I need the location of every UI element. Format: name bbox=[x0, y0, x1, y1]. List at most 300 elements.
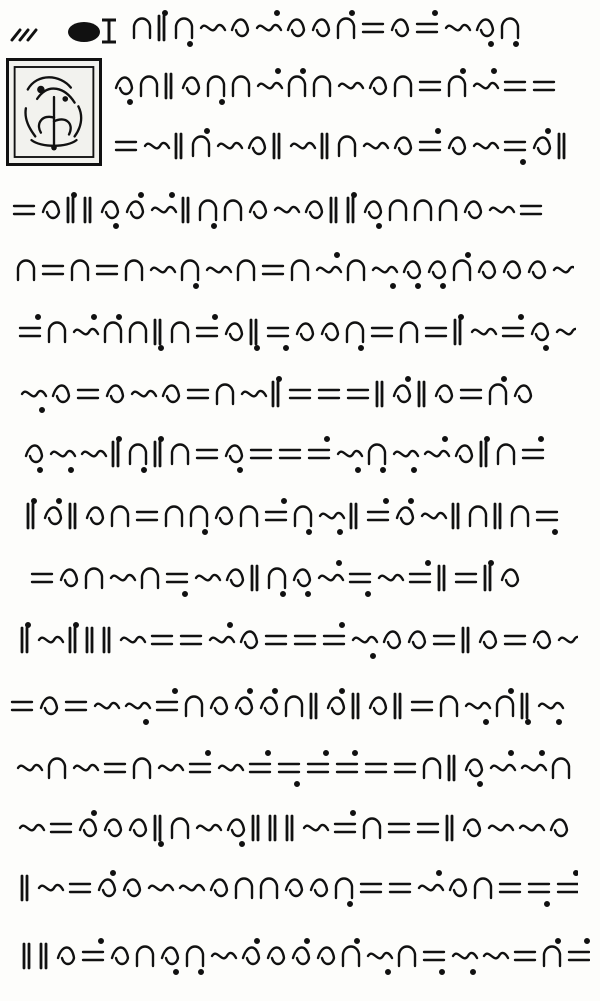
diacritic-dot bbox=[276, 69, 280, 73]
script-line-strokes bbox=[20, 936, 590, 976]
glyph bbox=[238, 261, 254, 281]
glyph bbox=[24, 944, 29, 968]
diacritic-dot bbox=[205, 129, 209, 133]
diacritic-dot bbox=[306, 592, 310, 596]
diacritic-dot bbox=[546, 129, 550, 133]
glyph bbox=[335, 824, 355, 832]
glyph bbox=[424, 759, 440, 779]
glyph bbox=[226, 324, 242, 341]
glyph bbox=[186, 697, 202, 717]
diacritic-dot bbox=[275, 11, 279, 15]
glyph bbox=[390, 884, 410, 892]
glyph bbox=[275, 207, 299, 212]
glyph bbox=[497, 697, 513, 717]
glyph bbox=[70, 884, 90, 892]
glyph bbox=[258, 83, 282, 88]
glyph bbox=[534, 82, 554, 90]
glyph bbox=[167, 574, 187, 582]
glyph bbox=[242, 391, 266, 396]
glyph bbox=[475, 879, 491, 899]
glyph bbox=[304, 825, 328, 830]
diacritic-dot bbox=[350, 11, 354, 15]
glyph bbox=[529, 262, 545, 279]
glyph bbox=[266, 512, 286, 520]
glyph bbox=[454, 261, 470, 281]
script-line-strokes bbox=[18, 620, 578, 660]
glyph bbox=[181, 636, 201, 644]
diacritic-dot bbox=[443, 437, 447, 441]
glyph bbox=[455, 320, 460, 344]
diacritic-dot bbox=[355, 939, 359, 943]
diacritic-dot bbox=[544, 346, 548, 350]
glyph bbox=[337, 764, 357, 772]
diacritic-dot bbox=[40, 408, 44, 412]
glyph bbox=[145, 143, 169, 148]
glyph bbox=[211, 698, 227, 715]
glyph bbox=[361, 884, 381, 892]
glyph bbox=[474, 143, 498, 148]
glyph bbox=[112, 507, 128, 527]
glyph bbox=[152, 207, 176, 212]
glyph bbox=[155, 816, 160, 840]
diacritic-dot bbox=[351, 811, 355, 815]
glyph bbox=[495, 504, 500, 528]
diacritic-dot bbox=[307, 530, 311, 534]
glyph bbox=[163, 386, 179, 403]
glyph bbox=[82, 451, 106, 456]
glyph bbox=[253, 816, 258, 840]
glyph bbox=[49, 323, 65, 343]
glyph bbox=[20, 328, 40, 336]
glyph bbox=[28, 504, 33, 528]
glyph bbox=[22, 391, 46, 396]
glyph bbox=[87, 628, 92, 652]
diacritic-dot bbox=[203, 530, 207, 534]
glyph bbox=[274, 134, 279, 158]
diacritic-dot bbox=[173, 689, 177, 693]
glyph bbox=[113, 442, 118, 466]
diacritic-dot bbox=[545, 902, 549, 906]
glyph bbox=[489, 825, 513, 830]
glyph bbox=[377, 382, 382, 406]
glyph bbox=[397, 508, 413, 525]
glyph bbox=[183, 198, 188, 222]
glyph bbox=[266, 636, 286, 644]
glyph bbox=[500, 884, 520, 892]
glyph bbox=[207, 267, 231, 272]
glyph bbox=[502, 19, 518, 39]
glyph bbox=[250, 764, 270, 772]
glyph bbox=[252, 566, 257, 590]
diacritic-dot bbox=[416, 284, 420, 288]
glyph bbox=[134, 759, 150, 779]
glyph bbox=[336, 879, 352, 899]
glyph bbox=[200, 201, 216, 221]
glyph bbox=[420, 142, 440, 150]
diacritic-dot bbox=[356, 468, 360, 472]
diacritic-dot bbox=[461, 69, 465, 73]
diacritic-dot bbox=[335, 253, 339, 257]
glyph bbox=[155, 320, 160, 344]
glyph bbox=[504, 262, 520, 279]
diacritic-dot bbox=[585, 939, 589, 943]
glyph bbox=[324, 636, 344, 644]
glyph bbox=[172, 819, 188, 839]
glyph bbox=[534, 632, 550, 649]
glyph bbox=[104, 628, 109, 652]
glyph bbox=[553, 759, 569, 779]
glyph bbox=[529, 884, 549, 892]
glyph bbox=[78, 390, 98, 398]
script-line-strokes bbox=[28, 558, 538, 598]
diacritic-dot bbox=[526, 720, 530, 724]
diacritic-dot bbox=[174, 970, 178, 974]
glyph bbox=[180, 885, 204, 890]
glyph bbox=[236, 879, 252, 899]
glyph bbox=[26, 446, 42, 463]
glyph bbox=[390, 201, 406, 221]
glyph bbox=[211, 880, 227, 897]
glyph bbox=[440, 201, 456, 221]
diacritic-dot bbox=[514, 42, 518, 46]
script-line-strokes bbox=[22, 434, 552, 474]
diacritic-dot bbox=[92, 315, 96, 319]
diacritic-dot bbox=[489, 42, 493, 46]
diacritic-dot bbox=[69, 468, 73, 472]
glyph bbox=[39, 885, 63, 890]
glyph bbox=[51, 824, 71, 832]
glyph bbox=[395, 694, 400, 718]
glyph bbox=[61, 570, 77, 587]
diacritic-dot bbox=[220, 100, 224, 104]
glyph bbox=[193, 137, 209, 157]
glyph bbox=[394, 386, 410, 403]
glyph bbox=[348, 261, 364, 281]
glyph bbox=[172, 445, 188, 465]
glyph bbox=[149, 885, 173, 890]
diacritic-dot bbox=[36, 315, 40, 319]
glyph bbox=[288, 20, 304, 37]
glyph bbox=[399, 947, 415, 967]
diacritic-dot bbox=[485, 437, 489, 441]
diacritic-dot bbox=[391, 284, 395, 288]
glyph bbox=[291, 143, 315, 148]
script-line bbox=[28, 558, 538, 598]
glyph bbox=[470, 507, 486, 527]
glyph bbox=[273, 382, 278, 406]
script-line-strokes bbox=[14, 250, 574, 290]
diacritic-dot bbox=[26, 623, 30, 627]
glyph bbox=[424, 952, 444, 960]
glyph bbox=[233, 77, 249, 97]
diacritic-dot bbox=[240, 842, 244, 846]
glyph bbox=[97, 266, 117, 274]
glyph bbox=[219, 765, 243, 770]
diacritic-dot bbox=[295, 782, 299, 786]
glyph bbox=[395, 77, 411, 97]
diacritic-dot bbox=[159, 842, 163, 846]
diacritic-dot bbox=[478, 782, 482, 786]
glyph bbox=[364, 819, 380, 839]
glyph bbox=[99, 880, 115, 897]
glyph bbox=[196, 575, 220, 580]
glyph bbox=[490, 207, 514, 212]
script-line-strokes bbox=[8, 686, 588, 726]
glyph bbox=[328, 698, 344, 715]
glyph bbox=[456, 446, 472, 463]
ornamental-initial bbox=[6, 58, 102, 166]
glyph bbox=[348, 198, 353, 222]
diacritic-dot bbox=[114, 224, 118, 228]
glyph bbox=[557, 329, 576, 334]
script-line-strokes bbox=[10, 190, 550, 230]
diacritic-dot bbox=[255, 346, 259, 350]
glyph bbox=[12, 702, 32, 710]
glyph bbox=[80, 820, 96, 837]
glyph bbox=[152, 636, 172, 644]
glyph bbox=[463, 628, 468, 652]
glyph bbox=[66, 702, 86, 710]
glyph bbox=[130, 445, 146, 465]
glyph bbox=[279, 764, 299, 772]
diacritic-dot bbox=[301, 69, 305, 73]
glyph bbox=[225, 201, 241, 221]
glyph bbox=[159, 765, 183, 770]
script-line-strokes bbox=[130, 8, 540, 48]
diacritic-dot bbox=[440, 970, 444, 974]
glyph bbox=[257, 25, 281, 30]
script-line-strokes bbox=[112, 66, 572, 106]
glyph bbox=[322, 324, 338, 341]
glyph bbox=[236, 698, 252, 715]
glyph bbox=[373, 267, 397, 272]
glyph bbox=[425, 451, 449, 456]
diacritic-dot bbox=[266, 751, 270, 755]
glyph bbox=[162, 948, 178, 965]
glyph bbox=[366, 764, 386, 772]
glyph bbox=[392, 20, 408, 37]
glyph bbox=[502, 570, 518, 587]
diacritic-dot bbox=[228, 623, 232, 627]
glyph bbox=[465, 202, 481, 219]
diacritic-dot bbox=[57, 499, 61, 503]
script-line bbox=[18, 374, 558, 414]
glyph bbox=[404, 262, 420, 279]
glyph bbox=[436, 386, 452, 403]
script-line bbox=[10, 190, 550, 230]
glyph bbox=[53, 386, 69, 403]
glyph bbox=[41, 698, 57, 715]
glyph bbox=[116, 142, 136, 150]
glyph bbox=[331, 198, 336, 222]
diacritic-dot bbox=[539, 437, 543, 441]
glyph bbox=[453, 504, 458, 528]
glyph bbox=[208, 77, 224, 97]
diacritic-dot bbox=[459, 315, 463, 319]
glyph bbox=[126, 261, 142, 281]
script-line bbox=[130, 8, 540, 48]
glyph bbox=[188, 390, 208, 398]
glyph bbox=[313, 20, 329, 37]
glyph bbox=[418, 824, 438, 832]
glyph bbox=[176, 134, 181, 158]
script-line bbox=[14, 250, 574, 290]
glyph bbox=[319, 390, 339, 398]
glyph bbox=[105, 764, 125, 772]
diacritic-dot bbox=[409, 499, 413, 503]
glyph bbox=[419, 382, 424, 406]
glyph bbox=[409, 632, 425, 649]
glyph bbox=[505, 636, 525, 644]
glyph bbox=[151, 267, 175, 272]
glyph bbox=[446, 25, 470, 30]
glyph bbox=[491, 765, 515, 770]
diacritic-dot bbox=[509, 689, 513, 693]
diacritic-dot bbox=[553, 530, 557, 534]
diacritic-dot bbox=[305, 939, 309, 943]
glyph bbox=[72, 261, 88, 281]
glyph bbox=[372, 328, 392, 336]
diacritic-dot bbox=[238, 468, 242, 472]
glyph bbox=[485, 566, 490, 590]
glyph bbox=[228, 820, 244, 837]
glyph bbox=[287, 816, 292, 840]
diacritic-dot bbox=[377, 224, 381, 228]
glyph bbox=[348, 390, 368, 398]
glyph bbox=[477, 20, 493, 37]
diacritic-dot bbox=[163, 11, 167, 15]
glyph bbox=[417, 24, 437, 32]
glyph bbox=[481, 442, 486, 466]
glyph bbox=[295, 507, 311, 527]
glyph bbox=[420, 82, 440, 90]
glyph bbox=[394, 451, 418, 456]
glyph bbox=[347, 323, 363, 343]
diacritic-dot bbox=[502, 377, 506, 381]
glyph bbox=[58, 948, 74, 965]
script-line-strokes bbox=[16, 808, 576, 848]
glyph bbox=[539, 703, 563, 708]
script-line bbox=[14, 748, 594, 788]
diacritic-dot bbox=[492, 69, 496, 73]
glyph bbox=[453, 953, 477, 958]
glyph bbox=[363, 24, 383, 32]
script-line-strokes bbox=[16, 312, 576, 352]
glyph bbox=[263, 266, 283, 274]
glyph bbox=[449, 77, 465, 97]
glyph bbox=[22, 628, 27, 652]
diacritic-dot bbox=[142, 468, 146, 472]
glyph bbox=[227, 570, 243, 587]
glyph bbox=[389, 824, 409, 832]
glyph bbox=[297, 324, 313, 341]
glyph bbox=[86, 569, 102, 589]
diacritic-dot bbox=[340, 689, 344, 693]
glyph bbox=[515, 386, 531, 403]
script-line bbox=[22, 434, 552, 474]
glyph bbox=[449, 138, 465, 155]
diacritic-dot bbox=[366, 592, 370, 596]
diacritic-dot bbox=[540, 751, 544, 755]
glyph bbox=[190, 764, 210, 772]
glyph bbox=[456, 574, 476, 582]
glyph bbox=[350, 574, 370, 582]
glyph bbox=[45, 508, 61, 525]
glyph bbox=[70, 628, 75, 652]
diacritic-dot bbox=[128, 100, 132, 104]
glyph bbox=[559, 637, 578, 642]
diacritic-dot bbox=[277, 377, 281, 381]
glyph bbox=[251, 450, 271, 458]
diacritic-dot bbox=[386, 970, 390, 974]
glyph bbox=[447, 816, 452, 840]
script-line-strokes bbox=[24, 496, 564, 536]
glyph bbox=[157, 702, 177, 710]
diacritic-dot bbox=[159, 437, 163, 441]
diacritic-dot bbox=[340, 623, 344, 627]
glyph bbox=[318, 948, 334, 965]
glyph bbox=[210, 637, 234, 642]
glyph bbox=[68, 198, 73, 222]
diacritic-dot bbox=[324, 751, 328, 755]
glyph bbox=[480, 632, 496, 649]
glyph bbox=[537, 512, 557, 520]
glyph bbox=[87, 508, 103, 525]
glyph bbox=[317, 267, 341, 272]
glyph bbox=[314, 77, 330, 97]
glyph bbox=[466, 703, 490, 708]
diacritic-dot bbox=[248, 689, 252, 693]
glyph bbox=[74, 765, 98, 770]
glyph bbox=[338, 19, 354, 39]
glyph bbox=[450, 880, 466, 897]
script-line bbox=[112, 66, 572, 106]
glyph bbox=[249, 138, 265, 155]
glyph bbox=[534, 138, 550, 155]
glyph bbox=[85, 198, 90, 222]
glyph bbox=[401, 323, 417, 343]
diacritic-dot bbox=[194, 284, 198, 288]
glyph bbox=[410, 574, 430, 582]
glyph bbox=[308, 764, 328, 772]
script-line-strokes bbox=[14, 748, 594, 788]
glyph bbox=[290, 390, 310, 398]
glyph bbox=[141, 77, 157, 97]
diacritic-dot bbox=[325, 437, 329, 441]
glyph bbox=[319, 575, 343, 580]
glyph bbox=[183, 78, 199, 95]
glyph bbox=[261, 879, 277, 899]
glyph bbox=[569, 952, 589, 960]
diacritic-dot bbox=[556, 939, 560, 943]
diacritic-dot bbox=[406, 377, 410, 381]
glyph bbox=[395, 138, 411, 155]
script-line bbox=[20, 936, 590, 976]
glyph bbox=[286, 880, 302, 897]
glyph bbox=[490, 385, 506, 405]
diacritic-dot bbox=[111, 871, 115, 875]
glyph bbox=[369, 445, 385, 465]
glyph bbox=[339, 83, 363, 88]
glyph bbox=[22, 876, 27, 900]
glyph bbox=[364, 143, 388, 148]
glyph bbox=[95, 703, 119, 708]
diacritic-dot bbox=[74, 623, 78, 627]
glyph bbox=[191, 507, 207, 527]
glyph bbox=[218, 143, 242, 148]
diacritic-dot bbox=[557, 720, 561, 724]
glyph bbox=[197, 825, 221, 830]
